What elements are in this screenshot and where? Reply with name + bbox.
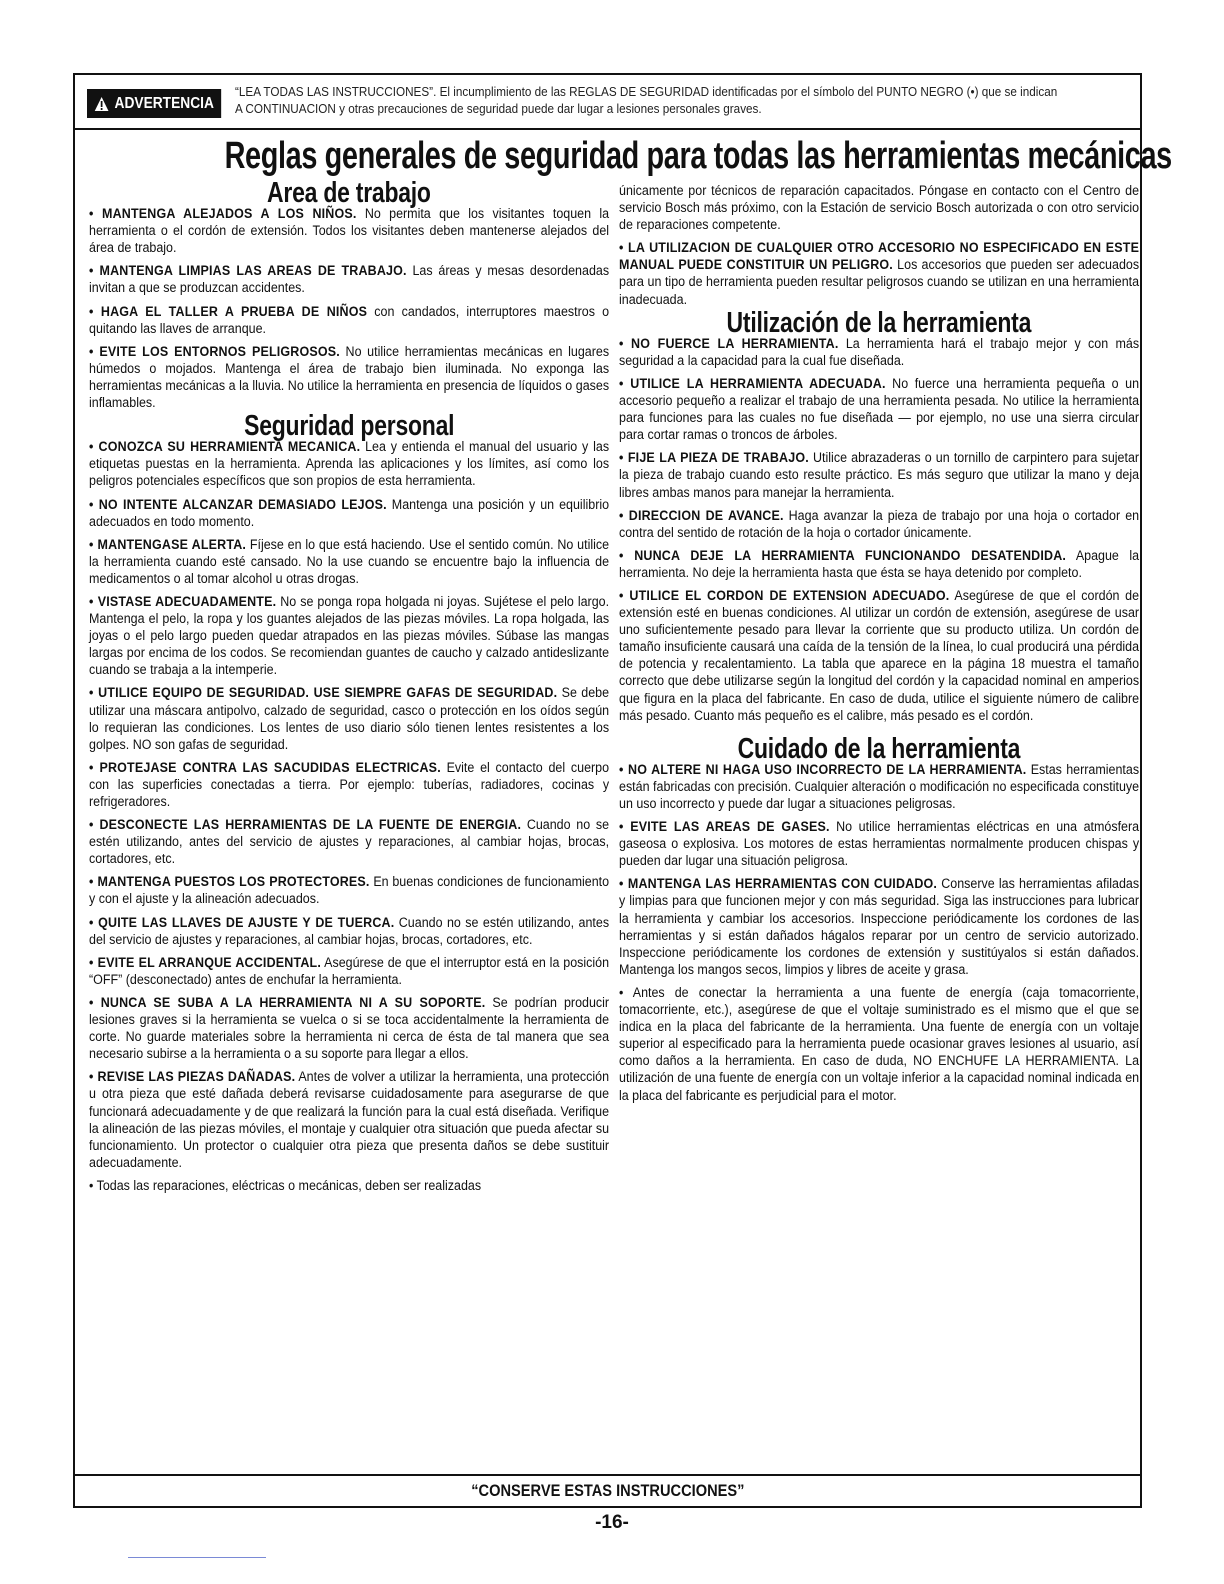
paragraph: • NO ALTERE NI HAGA USO INCORRECTO DE LA HERRAMIENTA. Estas herramientas están fabricadas con precisión. Cualquier alteración o modificación no especificada constituye un uso incorrecto y puede dar lugar a situaciones peligrosas.	[619, 761, 1140, 812]
paragraph: • UTILICE EQUIPO DE SEGURIDAD. USE SIEMPRE GAFAS DE SEGURIDAD. Se debe utilizar una máscara antipolvo, calzado de seguridad, casco o protección en los oídos según lo requieran las condiciones. Los lentes de uso diario sólo tienen lentes resistentes a los golpes. NO son gafas de seguridad.	[89, 685, 610, 753]
page-frame	[73, 73, 1172, 1508]
paragraph: • MANTENGA PUESTOS LOS PROTECTORES. En buenas condiciones de funcionamiento y con el ajuste y la alineación adecuados.	[89, 874, 610, 908]
warning-badge-label: ADVERTENCIA	[114, 94, 214, 112]
paragraph: • REVISE LAS PIEZAS DAÑADAS. Antes de volver a utilizar la herramienta, una protección u otra pieza que esté dañada deberá revisarse cuidadosamente para asegurarse de que funcionará adecuadamente y de que realizará la función para la cual está diseñada. Verifique la alineación de las piezas móviles, el montaje y cualquier otra situación que pueda afectar su funcionamiento. Un protector o cualquier otra pieza que presenta daños se debe sustituir adecuadamente.	[89, 1069, 610, 1171]
right-column	[619, 183, 1139, 1111]
page-title-text: Reglas generales de seguridad para todas las herramientas mecánicas	[224, 135, 1172, 177]
paragraph: • EVITE EL ARRANQUE ACCIDENTAL. Asegúrese de que el interruptor está en la posición “OFF” (desconectado) antes de enchufar la herramienta.	[89, 954, 610, 988]
paragraph: • FIJE LA PIEZA DE TRABAJO. Utilice abrazaderas o un tornillo de carpintero para sujetar la pieza de trabajo cuando esto resulte práctico. Es más seguro que utilizar la mano y deja libres ambas manos para manejar la herramienta.	[619, 450, 1140, 501]
paragraph: • EVITE LOS ENTORNOS PELIGROSOS. No utilice herramientas mecánicas en lugares húmedos o mojados. Mantenga el área de trabajo bien iluminada. No exponga las herramientas mecánicas a la lluvia. No utilice la herramienta en presencia de líquidos o gases inflamables.	[89, 343, 610, 412]
paragraph: • MANTENGA ALEJADOS A LOS NIÑOS. No permita que los visitantes toquen la herramienta o el cordón de extensión. Todos los visitantes deben mantenerse alejados del área de trabajo.	[89, 206, 610, 257]
left-column	[89, 177, 610, 1201]
paragraph: • DIRECCION DE AVANCE. Haga avanzar la pieza de trabajo por una hoja o cortador en contra del sentido de rotación de la hoja o cortador únicamente.	[619, 507, 1140, 541]
section-heading: Utilización de la herramienta	[726, 306, 1032, 339]
section-heading: Cuidado de la herramienta	[737, 732, 1021, 765]
paragraph: • EVITE LAS AREAS DE GASES. No utilice herramientas eléctricas en una atmósfera gaseosa o explosiva. Los motores de estas herramientas normalmente producen chispas y pueden dar lugar una situación peligrosa.	[619, 819, 1140, 870]
paragraph: • NUNCA SE SUBA A LA HERRAMIENTA NI A SU SOPORTE. Se podrían producir lesiones graves si la herramienta se vuelca o si se toca accidentalmente la herramienta de corte. No guarde materiales sobre la herramienta ni cerca de ésta de tal manera que sea necesario subirse a la herramienta o a su soporte para llegar a ellos.	[89, 994, 610, 1063]
warning-banner	[75, 75, 1140, 130]
section-heading: Area de trabajo	[267, 177, 431, 209]
paragraph: • NO INTENTE ALCANZAR DEMASIADO LEJOS. Mantenga una posición y un equilibrio adecuados en todo momento.	[89, 496, 610, 530]
paragraph: • NO FUERCE LA HERRAMIENTA. La herramienta hará el trabajo mejor y con más seguridad a la capacidad para la cual fue diseñada.	[619, 335, 1140, 369]
page-title	[75, 135, 1172, 178]
section-heading: Seguridad personal	[243, 410, 455, 443]
paragraph: • DESCONECTE LAS HERRAMIENTAS DE LA FUENTE DE ENERGIA. Cuando no se estén utilizando, antes del servicio de ajustes y reparaciones, al cambiar hojas, brocas, cortadores, etc.	[89, 817, 610, 868]
paragraph: • QUITE LAS LLAVES DE AJUSTE Y DE TUERCA. Cuando no se estén utilizando, antes del servicio de ajustes y reparaciones, al cambiar hojas, brocas, cortadores, etc.	[89, 914, 610, 948]
paragraph: únicamente por técnicos de reparación capacitados. Póngase en contacto con el Centro de servicio Bosch más próximo, con la Estación de servicio Bosch autorizada o con otro servicio de reparaciones competente.	[619, 183, 1140, 234]
warning-triangle-icon	[94, 96, 109, 112]
paragraph: • PROTEJASE CONTRA LAS SACUDIDAS ELECTRICAS. Evite el contacto del cuerpo con las superficies conectadas a tierra. Por ejemplo: tuberías, radiadores, cocinas y refrigeradores.	[89, 759, 610, 810]
paragraph: • MANTENGA LIMPIAS LAS AREAS DE TRABAJO. Las áreas y mesas desordenadas invitan a que se produzcan accidentes.	[89, 263, 610, 297]
paragraph: • Todas las reparaciones, eléctricas o mecánicas, deben ser realizadas	[89, 1177, 482, 1194]
page-number: -16-	[595, 1512, 629, 1533]
footer-banner	[75, 1474, 1140, 1506]
footer-text: “CONSERVE ESTAS INSTRUCCIONES”	[470, 1481, 745, 1500]
paragraph: • UTILICE EL CORDON DE EXTENSION ADECUADO. Asegúrese de que el cordón de extensión esté en buenas condiciones. Al utilizar un cordón de extensión, asegúrese de usar uno suficientemente pesado para llevar la corriente que su producto utiliza. Un cordón de tamaño insuficiente causará una caída de la tensión de la línea, lo cual producirá una pérdida de potencia y recalentamiento. La tabla que aparece en la página 18 muestra el tamaño correcto que debe utilizarse según la longitud del cordón y la capacidad nominal en amperios que figura en la placa del fabricante. En caso de duda, utilice el siguiente número de calibre más pesado. Cuanto más pequeño es el calibre, más pesado es el cordón.	[619, 587, 1140, 724]
warning-badge	[87, 89, 221, 118]
paragraph: • MANTENGASE ALERTA. Fíjese en lo que está haciendo. Use el sentido común. No utilice la herramienta cuando esté cansado. No la use cuando se encuentre bajo la influencia de medicamentos o al tomar alcohol u otras drogas.	[89, 536, 610, 587]
paragraph: • LA UTILIZACION DE CUALQUIER OTRO ACCESORIO NO ESPECIFICADO EN ESTE MANUAL PUEDE CONSTITUIR UN PELIGRO. Los accesorios que pueden ser adecuados para un tipo de herramienta pueden resultar peligrosos cuando se utilizan en una herramienta inadecuada.	[619, 240, 1140, 308]
divider	[128, 1557, 266, 1558]
warning-text: “LEA TODAS LAS INSTRUCCIONES”. El incumplimiento de las REGLAS DE SEGURIDAD identificadas por el símbolo del PUNTO NEGRO (•) que se indican A CONTINUACION y otras precauciones de seguridad puede dar lugar a lesiones personales graves.	[235, 85, 1058, 116]
paragraph: • NUNCA DEJE LA HERRAMIENTA FUNCIONANDO DESATENDIDA. Apague la herramienta. No deje la herramienta hasta que ésta se haya detenido por completo.	[619, 547, 1140, 581]
paragraph: • VISTASE ADECUADAMENTE. No se ponga ropa holgada ni joyas. Sujétese el pelo largo. Mantenga el pelo, la ropa y los guantes alejados de las piezas móviles. La ropa holgada, las joyas o el pelo largo pueden quedar atrapados en las piezas móviles. Súbase las mangas largas por encima de los codos. Se recomiendan guantes de caucho y calzado antideslizante cuando se trabaja a la intemperie.	[89, 593, 610, 679]
paragraph: • CONOZCA SU HERRAMIENTA MECANICA. Lea y entienda el manual del usuario y las etiquetas puestas en la herramienta. Aprenda las aplicaciones y los límites, así como los peligros potenciales específicos que son propios de esta herramienta.	[89, 439, 610, 490]
paragraph: • UTILICE LA HERRAMIENTA ADECUADA. No fuerce una herramienta pequeña o un accesorio pequeño a realizar el trabajo de una herramienta pesada. No utilice la herramienta para funciones para las cuales no fue diseñada — por ejemplo, no use una sierra circular para cortar ramas o troncos de árboles.	[619, 375, 1140, 444]
paragraph: • HAGA EL TALLER A PRUEBA DE NIÑOS con candados, interruptores maestros o quitando las llaves de arranque.	[89, 303, 610, 337]
paragraph: • MANTENGA LAS HERRAMIENTAS CON CUIDADO. Conserve las herramientas afiladas y limpias para que funcionen mejor y con más seguridad. Siga las instrucciones para lubricar la herramienta y cambiar los accesorios. Inspeccione periódicamente los cordones de las herramientas y si están dañados hágalos reparar por un centro de servicio autorizado. Inspeccione periódicamente los cordones de extensión y sustitúyalos si están dañados. Mantenga los mangos secos, limpios y libres de aceite y grasa.	[619, 876, 1140, 978]
paragraph: • Antes de conectar la herramienta a una fuente de energía (caja tomacorriente, tomacorriente, etc.), asegúrese de que el voltaje suministrado es el mismo que el que se indica en la placa del fabricante de la herramienta. Una fuente de energía con un voltaje superior al especificado para la herramienta puede ocasionar graves lesiones al usuario, así como daños a la herramienta. En caso de duda, NO ENCHUFE LA HERRAMIENTA. La utilización de una fuente de energía con un voltaje inferior a la capacidad nominal indicada en la placa del fabricante es perjudicial para el motor.	[619, 984, 1140, 1104]
